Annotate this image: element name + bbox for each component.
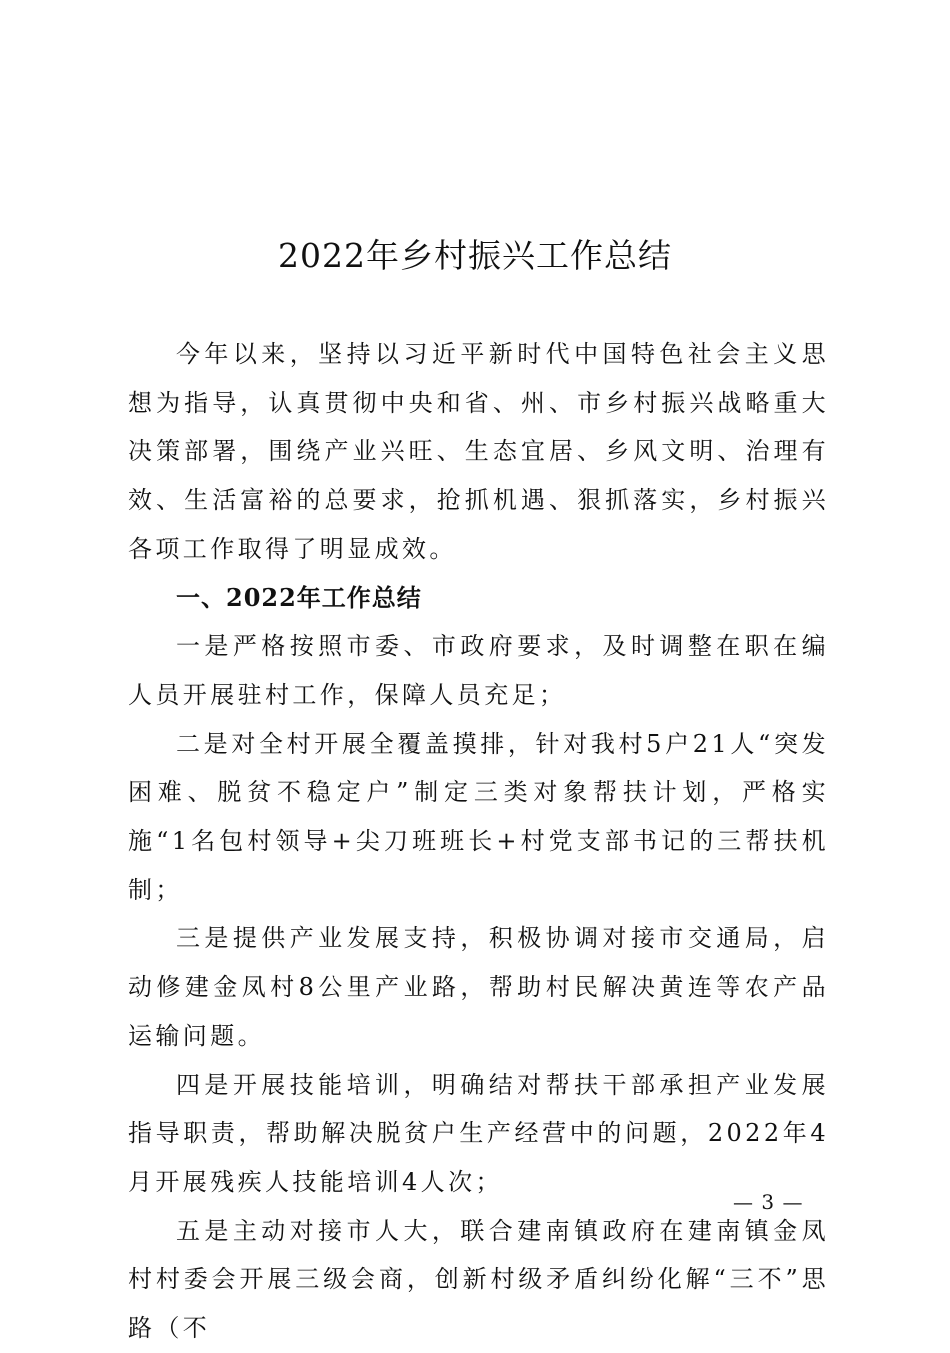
document-body [128, 330, 829, 1353]
list-item: 一是严格按照市委、市政府要求，及时调整在职在编人员开展驻村工作，保障人员充足； [128, 632, 829, 709]
page-number: — 3 — [733, 1190, 804, 1214]
list-item: 五是主动对接市人大，联合建南镇政府在建南镇金凤村村委会开展三级会商，创新村级矛盾纠纷化解“三不”思路（不 [128, 1216, 829, 1343]
list-item: 二是对全村开展全覆盖摸排，针对我村5户21人“突发困难、脱贫不稳定户”制定三类对象帮扶计划，严格实施“1名包村领导+尖刀班班长+村党支部书记的三帮扶机制； [128, 729, 829, 904]
list-item: 三是提供产业发展支持，积极协调对接市交通局，启动修建金凤村8公里产业路，帮助村民解决黄连等农产品运输问题。 [128, 924, 829, 1050]
page-title: 2022年乡村振兴工作总结 [278, 236, 672, 275]
list-item: 四是开展技能培训，明确结对帮扶干部承担产业发展指导职责，帮助解决脱贫户生产经营中的问题，2022年4月开展残疾人技能培训4人次； [128, 1070, 829, 1196]
intro-paragraph: 今年以来，坚持以习近平新时代中国特色社会主义思想为指导，认真贯彻中央和省、州、市乡村振兴战略重大决策部署，围绕产业兴旺、生态宜居、乡风文明、治理有效、生活富裕的总要求，抢抓机遇、狠抓落实，乡村振兴各项工作取得了明显成效。 [128, 340, 829, 563]
section-heading: 一、2022年工作总结 [176, 582, 422, 612]
